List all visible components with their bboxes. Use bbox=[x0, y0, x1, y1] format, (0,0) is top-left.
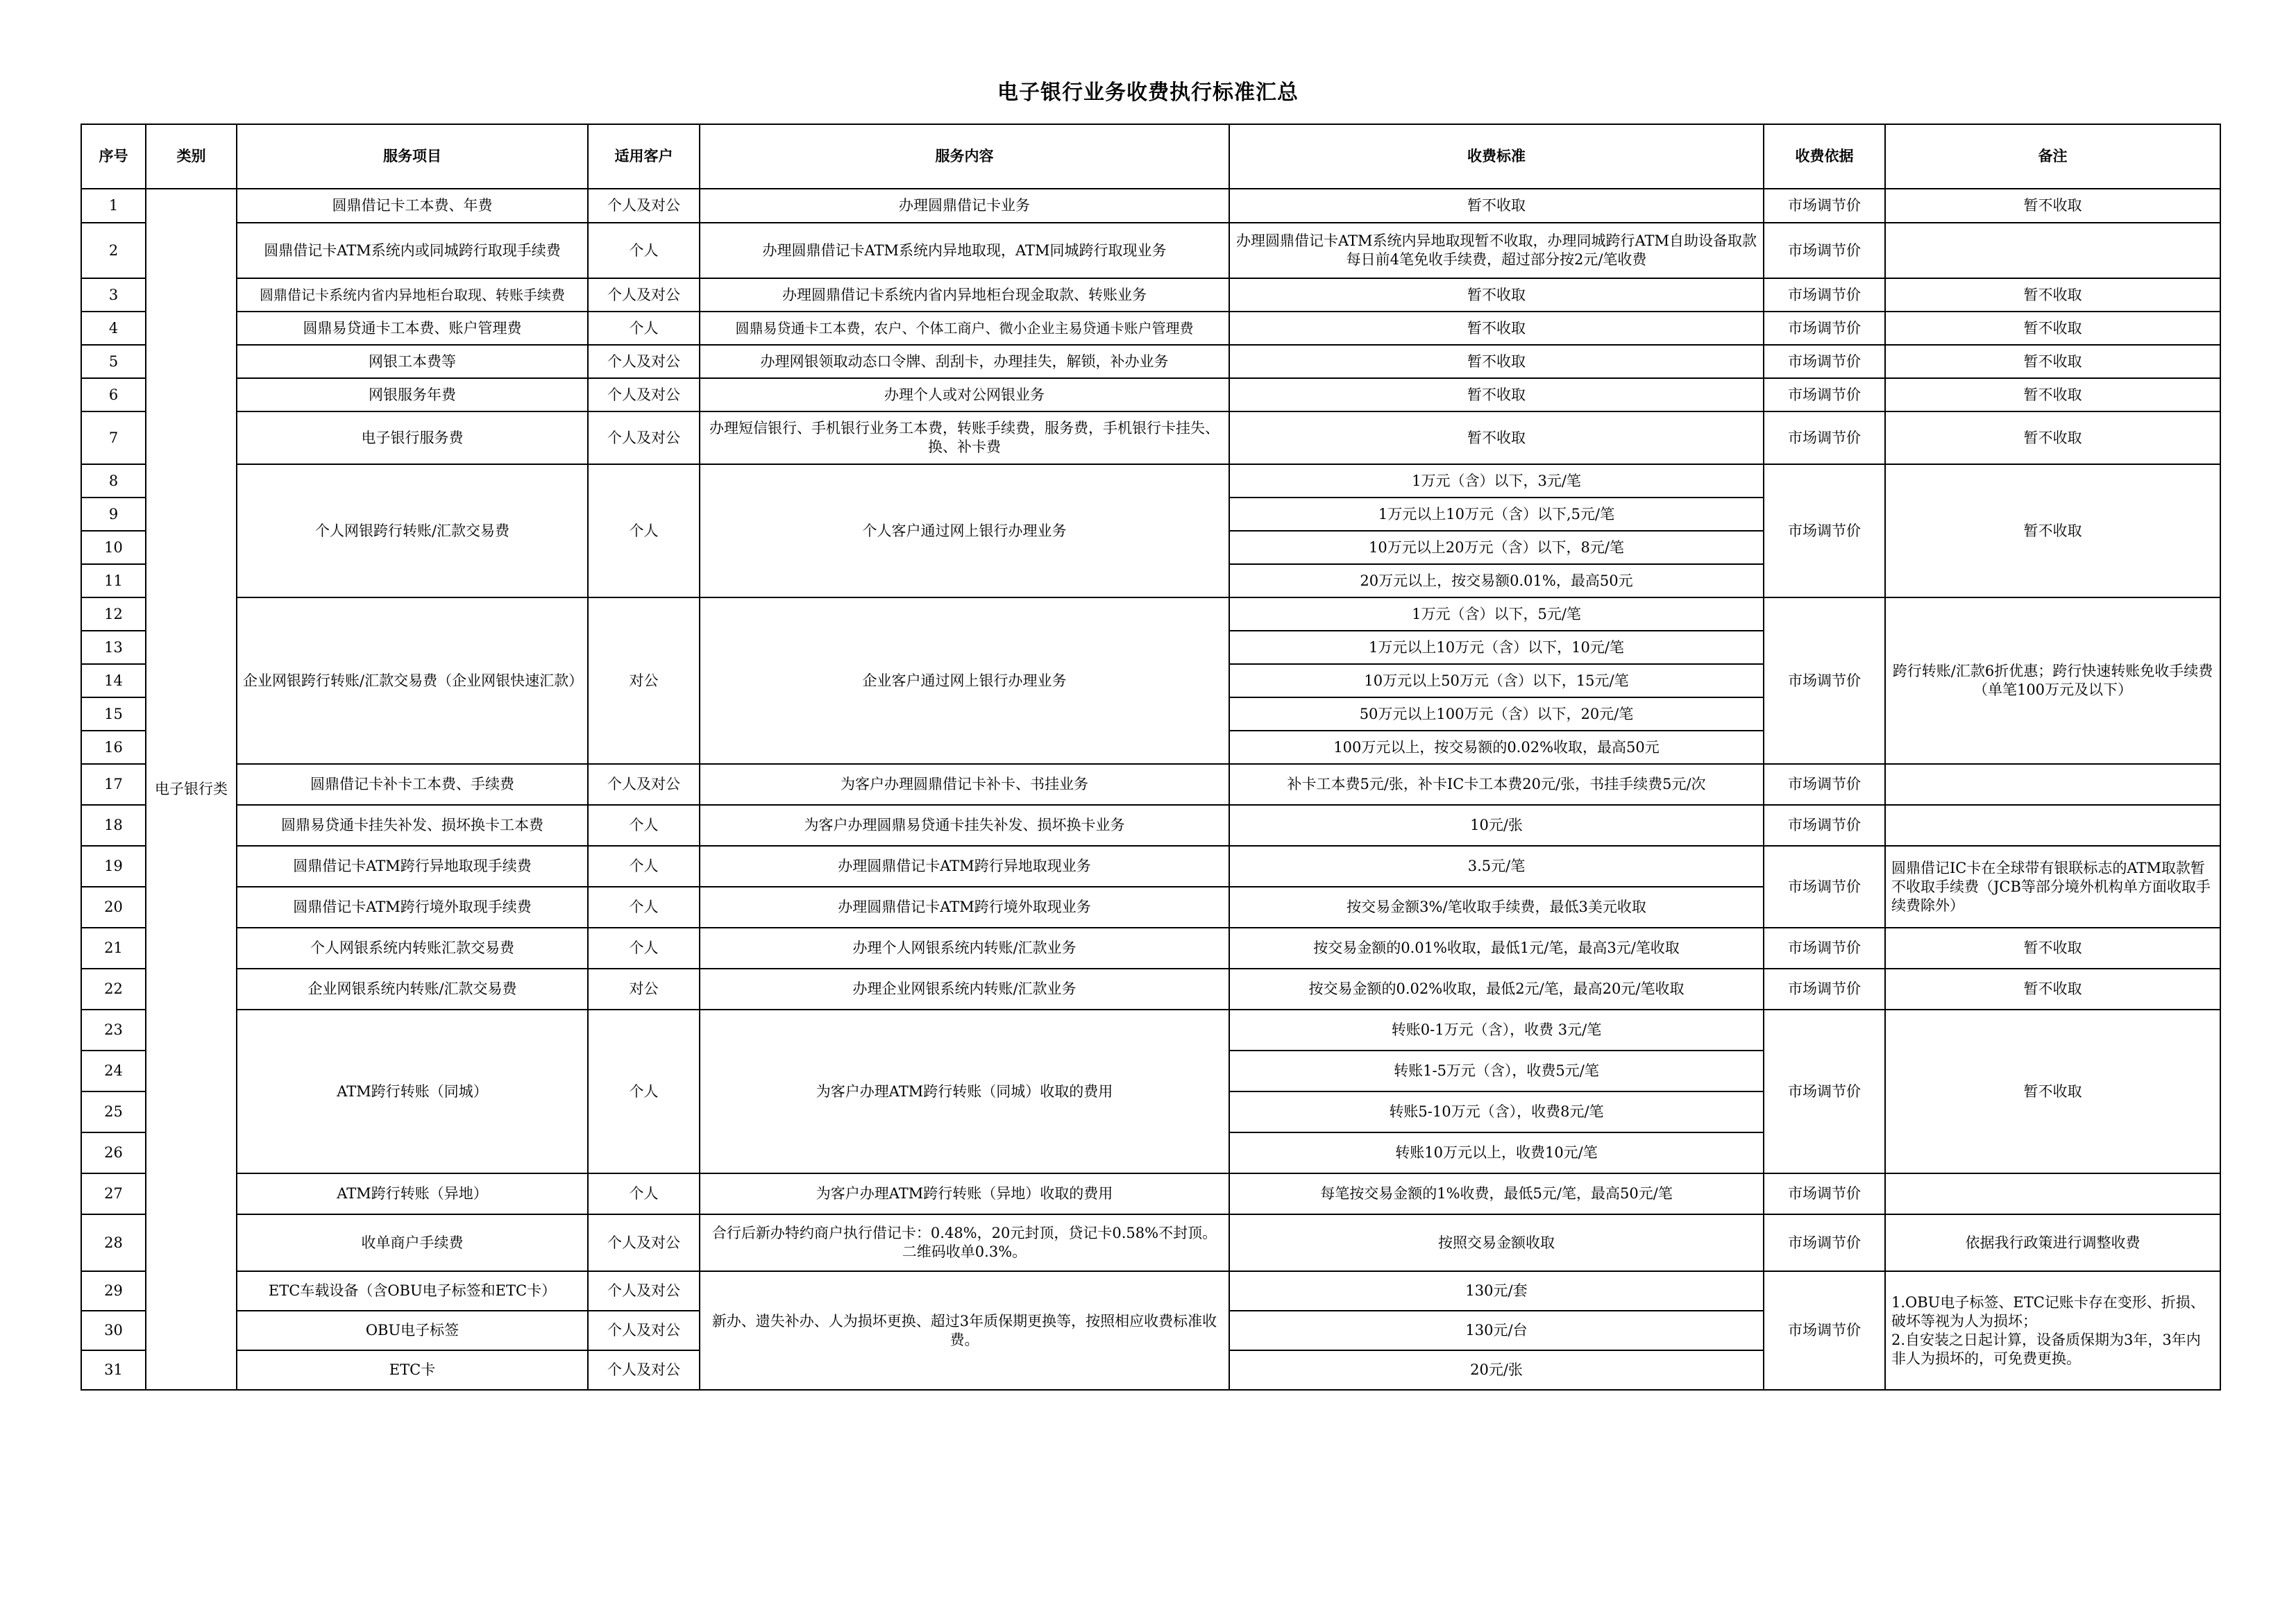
row-number: 17 bbox=[81, 764, 146, 805]
row-number: 26 bbox=[81, 1132, 146, 1173]
customer-type: 个人 bbox=[588, 312, 700, 345]
service-item: ATM跨行转账（异地） bbox=[237, 1173, 588, 1214]
fee-standard: 20元/张 bbox=[1229, 1350, 1764, 1390]
fee-basis: 市场调节价 bbox=[1764, 411, 1885, 464]
service-item: OBU电子标签 bbox=[237, 1311, 588, 1350]
service-item: 圆鼎借记卡ATM系统内或同城跨行取现手续费 bbox=[237, 223, 588, 278]
remarks: 暂不收取 bbox=[1885, 189, 2220, 223]
row-number: 16 bbox=[81, 731, 146, 764]
header-category: 类别 bbox=[146, 124, 237, 189]
customer-type: 个人 bbox=[588, 805, 700, 846]
service-content: 新办、遗失补办、人为损坏更换、超过3年质保期更换等，按照相应收费标准收费。 bbox=[700, 1271, 1229, 1390]
service-item: 电子银行服务费 bbox=[237, 411, 588, 464]
fee-standard: 按交易金额的0.02%收取，最低2元/笔，最高20元/笔收取 bbox=[1229, 969, 1764, 1010]
row-number: 14 bbox=[81, 664, 146, 697]
customer-type: 个人及对公 bbox=[588, 1350, 700, 1390]
fee-standard: 转账10万元以上，收费10元/笔 bbox=[1229, 1132, 1764, 1173]
fee-standard: 1万元（含）以下，5元/笔 bbox=[1229, 597, 1764, 631]
customer-type: 个人及对公 bbox=[588, 189, 700, 223]
row-number: 30 bbox=[81, 1311, 146, 1350]
row-number: 21 bbox=[81, 928, 146, 969]
customer-type: 个人及对公 bbox=[588, 278, 700, 312]
fee-basis: 市场调节价 bbox=[1764, 345, 1885, 378]
header-service-item: 服务项目 bbox=[237, 124, 588, 189]
fee-basis: 市场调节价 bbox=[1764, 1271, 1885, 1390]
header-remarks: 备注 bbox=[1885, 124, 2220, 189]
service-item: 企业网银跨行转账/汇款交易费（企业网银快速汇款） bbox=[237, 597, 588, 764]
table-row bbox=[81, 278, 2220, 312]
fee-standard: 1万元以上10万元（含）以下，10元/笔 bbox=[1229, 631, 1764, 664]
remarks bbox=[1885, 805, 2220, 846]
service-item: 网银服务年费 bbox=[237, 378, 588, 411]
customer-type: 对公 bbox=[588, 597, 700, 764]
fee-standard: 按照交易金额收取 bbox=[1229, 1214, 1764, 1271]
fee-standard: 暂不收取 bbox=[1229, 378, 1764, 411]
fee-basis: 市场调节价 bbox=[1764, 805, 1885, 846]
fee-standard: 办理圆鼎借记卡ATM系统内异地取现暂不收取，办理同城跨行ATM自助设备取款每日前4笔免收手续费，超过部分按2元/笔收费 bbox=[1229, 223, 1764, 278]
service-item: ETC卡 bbox=[237, 1350, 588, 1390]
fee-standard: 1万元以上10万元（含）以下,5元/笔 bbox=[1229, 498, 1764, 531]
customer-type: 个人及对公 bbox=[588, 1311, 700, 1350]
service-item: 圆鼎易贷通卡工本费、账户管理费 bbox=[237, 312, 588, 345]
remarks bbox=[1885, 1173, 2220, 1214]
row-number: 5 bbox=[81, 345, 146, 378]
customer-type: 个人 bbox=[588, 846, 700, 887]
table-row bbox=[81, 764, 2220, 805]
service-item: 圆鼎易贷通卡挂失补发、损坏换卡工本费 bbox=[237, 805, 588, 846]
fee-standard: 每笔按交易金额的1%收费，最低5元/笔，最高50元/笔 bbox=[1229, 1173, 1764, 1214]
remarks: 暂不收取 bbox=[1885, 928, 2220, 969]
remarks: 暂不收取 bbox=[1885, 278, 2220, 312]
service-content: 办理圆鼎借记卡ATM系统内异地取现，ATM同城跨行取现业务 bbox=[700, 223, 1229, 278]
fee-standard: 转账0-1万元（含），收费 3元/笔 bbox=[1229, 1010, 1764, 1051]
fee-standard: 3.5元/笔 bbox=[1229, 846, 1764, 887]
fee-basis: 市场调节价 bbox=[1764, 969, 1885, 1010]
row-number: 7 bbox=[81, 411, 146, 464]
fee-standard: 130元/台 bbox=[1229, 1311, 1764, 1350]
table-row bbox=[81, 597, 2220, 631]
table-row bbox=[81, 805, 2220, 846]
fee-standard: 暂不收取 bbox=[1229, 411, 1764, 464]
row-number: 8 bbox=[81, 464, 146, 498]
fee-table bbox=[81, 124, 2221, 1391]
remarks: 暂不收取 bbox=[1885, 411, 2220, 464]
customer-type: 个人及对公 bbox=[588, 1271, 700, 1311]
service-content: 个人客户通过网上银行办理业务 bbox=[700, 464, 1229, 597]
table-row bbox=[81, 1010, 2220, 1051]
customer-type: 个人 bbox=[588, 464, 700, 597]
customer-type: 个人 bbox=[588, 1173, 700, 1214]
remarks bbox=[1885, 764, 2220, 805]
customer-type: 个人 bbox=[588, 223, 700, 278]
row-number: 13 bbox=[81, 631, 146, 664]
fee-standard: 20万元以上，按交易额0.01%，最高50元 bbox=[1229, 564, 1764, 597]
row-number: 15 bbox=[81, 697, 146, 731]
row-number: 19 bbox=[81, 846, 146, 887]
service-item: 圆鼎借记卡ATM跨行境外取现手续费 bbox=[237, 887, 588, 928]
table-row bbox=[81, 1214, 2220, 1271]
service-item: ETC车载设备（含OBU电子标签和ETC卡） bbox=[237, 1271, 588, 1311]
service-content: 为客户办理ATM跨行转账（异地）收取的费用 bbox=[700, 1173, 1229, 1214]
remarks: 依据我行政策进行调整收费 bbox=[1885, 1214, 2220, 1271]
fee-standard: 暂不收取 bbox=[1229, 189, 1764, 223]
customer-type: 个人及对公 bbox=[588, 1214, 700, 1271]
fee-standard: 转账5-10万元（含），收费8元/笔 bbox=[1229, 1091, 1764, 1132]
fee-standard: 50万元以上100万元（含）以下，20元/笔 bbox=[1229, 697, 1764, 731]
table-row bbox=[81, 464, 2220, 498]
service-item: 圆鼎借记卡工本费、年费 bbox=[237, 189, 588, 223]
fee-basis: 市场调节价 bbox=[1764, 928, 1885, 969]
service-item: 圆鼎借记卡系统内省内异地柜台取现、转账手续费 bbox=[237, 278, 588, 312]
customer-type: 个人及对公 bbox=[588, 411, 700, 464]
remarks: 暂不收取 bbox=[1885, 345, 2220, 378]
fee-basis: 市场调节价 bbox=[1764, 464, 1885, 597]
fee-standard: 130元/套 bbox=[1229, 1271, 1764, 1311]
row-number: 29 bbox=[81, 1271, 146, 1311]
service-content: 为客户办理圆鼎借记卡补卡、书挂业务 bbox=[700, 764, 1229, 805]
table-row bbox=[81, 1271, 2220, 1311]
service-item: 圆鼎借记卡补卡工本费、手续费 bbox=[237, 764, 588, 805]
service-content: 办理企业网银系统内转账/汇款业务 bbox=[700, 969, 1229, 1010]
category-cell: 电子银行类 bbox=[146, 189, 237, 1390]
table-row bbox=[81, 378, 2220, 411]
row-number: 6 bbox=[81, 378, 146, 411]
header-fee-basis: 收费依据 bbox=[1764, 124, 1885, 189]
table-row bbox=[81, 345, 2220, 378]
service-item: 网银工本费等 bbox=[237, 345, 588, 378]
customer-type: 个人 bbox=[588, 928, 700, 969]
service-item: 企业网银系统内转账/汇款交易费 bbox=[237, 969, 588, 1010]
service-item: 个人网银系统内转账汇款交易费 bbox=[237, 928, 588, 969]
fee-basis: 市场调节价 bbox=[1764, 1173, 1885, 1214]
row-number: 22 bbox=[81, 969, 146, 1010]
fee-basis: 市场调节价 bbox=[1764, 597, 1885, 764]
customer-type: 个人 bbox=[588, 887, 700, 928]
fee-basis: 市场调节价 bbox=[1764, 189, 1885, 223]
row-number: 10 bbox=[81, 531, 146, 564]
fee-standard: 补卡工本费5元/张，补卡IC卡工本费20元/张，书挂手续费5元/次 bbox=[1229, 764, 1764, 805]
fee-standard: 10万元以上20万元（含）以下，8元/笔 bbox=[1229, 531, 1764, 564]
service-item: 圆鼎借记卡ATM跨行异地取现手续费 bbox=[237, 846, 588, 887]
service-content: 办理圆鼎借记卡业务 bbox=[700, 189, 1229, 223]
remarks: 圆鼎借记IC卡在全球带有银联标志的ATM取款暂不收取手续费（JCB等部分境外机构单方面收取手续费除外） bbox=[1885, 846, 2220, 928]
row-number: 24 bbox=[81, 1051, 146, 1091]
customer-type: 个人及对公 bbox=[588, 345, 700, 378]
fee-standard: 转账1-5万元（含），收费5元/笔 bbox=[1229, 1051, 1764, 1091]
table-row bbox=[81, 928, 2220, 969]
remarks-line-1: 1.OBU电子标签、ETC记账卡存在变形、折损、破坏等视为人为损坏； 2.自安装之日起计算，设备质保期为3年，3年内非人为损坏的，可免费更换。 bbox=[1891, 1293, 2205, 1367]
row-number: 23 bbox=[81, 1010, 146, 1051]
fee-basis: 市场调节价 bbox=[1764, 1010, 1885, 1173]
remarks: 暂不收取 bbox=[1885, 378, 2220, 411]
row-number: 9 bbox=[81, 498, 146, 531]
customer-type: 个人及对公 bbox=[588, 378, 700, 411]
fee-standard: 暂不收取 bbox=[1229, 345, 1764, 378]
service-content: 合行后新办特约商户执行借记卡：0.48%，20元封顶，贷记卡0.58%不封顶。二维码收单0.3%。 bbox=[700, 1214, 1229, 1271]
fee-standard: 暂不收取 bbox=[1229, 278, 1764, 312]
service-item: 收单商户手续费 bbox=[237, 1214, 588, 1271]
service-content: 办理个人或对公网银业务 bbox=[700, 378, 1229, 411]
row-number: 11 bbox=[81, 564, 146, 597]
header-no: 序号 bbox=[81, 124, 146, 189]
service-content: 办理个人网银系统内转账/汇款业务 bbox=[700, 928, 1229, 969]
row-number: 27 bbox=[81, 1173, 146, 1214]
remarks: 暂不收取 bbox=[1885, 312, 2220, 345]
table-row bbox=[81, 846, 2220, 887]
fee-standard: 10元/张 bbox=[1229, 805, 1764, 846]
fee-basis: 市场调节价 bbox=[1764, 764, 1885, 805]
service-content: 企业客户通过网上银行办理业务 bbox=[700, 597, 1229, 764]
fee-standard: 按交易金额3%/笔收取手续费，最低3美元收取 bbox=[1229, 887, 1764, 928]
fee-basis: 市场调节价 bbox=[1764, 312, 1885, 345]
service-item: ATM跨行转账（同城） bbox=[237, 1010, 588, 1173]
row-number: 4 bbox=[81, 312, 146, 345]
table-row bbox=[81, 223, 2220, 278]
fee-standard: 1万元（含）以下，3元/笔 bbox=[1229, 464, 1764, 498]
table-header-row bbox=[81, 124, 2220, 189]
fee-standard: 100万元以上，按交易额的0.02%收取，最高50元 bbox=[1229, 731, 1764, 764]
row-number: 3 bbox=[81, 278, 146, 312]
fee-basis: 市场调节价 bbox=[1764, 378, 1885, 411]
page-title: 电子银行业务收费执行标准汇总 bbox=[997, 80, 1299, 105]
fee-standard: 按交易金额的0.01%收取，最低1元/笔，最高3元/笔收取 bbox=[1229, 928, 1764, 969]
customer-type: 个人 bbox=[588, 1010, 700, 1173]
remarks: 暂不收取 bbox=[1885, 464, 2220, 597]
table-row bbox=[81, 312, 2220, 345]
row-number: 12 bbox=[81, 597, 146, 631]
table-row bbox=[81, 411, 2220, 464]
row-number: 18 bbox=[81, 805, 146, 846]
row-number: 31 bbox=[81, 1350, 146, 1390]
customer-type: 对公 bbox=[588, 969, 700, 1010]
fee-standard: 10万元以上50万元（含）以下，15元/笔 bbox=[1229, 664, 1764, 697]
service-content: 办理网银领取动态口令牌、刮刮卡，办理挂失，解锁，补办业务 bbox=[700, 345, 1229, 378]
service-item: 个人网银跨行转账/汇款交易费 bbox=[237, 464, 588, 597]
service-content: 办理圆鼎借记卡ATM跨行境外取现业务 bbox=[700, 887, 1229, 928]
remarks: 暂不收取 bbox=[1885, 969, 2220, 1010]
remarks bbox=[1885, 1271, 2220, 1390]
header-service-content: 服务内容 bbox=[700, 124, 1229, 189]
row-number: 1 bbox=[81, 189, 146, 223]
service-content: 办理圆鼎借记卡ATM跨行异地取现业务 bbox=[700, 846, 1229, 887]
table-row bbox=[81, 1173, 2220, 1214]
remarks: 跨行转账/汇款6折优惠；跨行快速转账免收手续费（单笔100万元及以下） bbox=[1885, 597, 2220, 764]
service-content: 为客户办理圆鼎易贷通卡挂失补发、损坏换卡业务 bbox=[700, 805, 1229, 846]
row-number: 28 bbox=[81, 1214, 146, 1271]
customer-type: 个人及对公 bbox=[588, 764, 700, 805]
fee-basis: 市场调节价 bbox=[1764, 846, 1885, 928]
fee-basis: 市场调节价 bbox=[1764, 278, 1885, 312]
table-row bbox=[81, 969, 2220, 1010]
header-customer: 适用客户 bbox=[588, 124, 700, 189]
row-number: 2 bbox=[81, 223, 146, 278]
remarks bbox=[1885, 223, 2220, 278]
fee-basis: 市场调节价 bbox=[1764, 223, 1885, 278]
row-number: 20 bbox=[81, 887, 146, 928]
service-content: 办理短信银行、手机银行业务工本费，转账手续费，服务费，手机银行卡挂失、换、补卡费 bbox=[700, 411, 1229, 464]
service-content: 为客户办理ATM跨行转账（同城）收取的费用 bbox=[700, 1010, 1229, 1173]
fee-standard: 暂不收取 bbox=[1229, 312, 1764, 345]
service-content: 圆鼎易贷通卡工本费，农户、个体工商户、微小企业主易贷通卡账户管理费 bbox=[700, 312, 1229, 345]
fee-basis: 市场调节价 bbox=[1764, 1214, 1885, 1271]
remarks: 暂不收取 bbox=[1885, 1010, 2220, 1173]
table-row bbox=[81, 189, 2220, 223]
row-number: 25 bbox=[81, 1091, 146, 1132]
header-fee-standard: 收费标准 bbox=[1229, 124, 1764, 189]
service-content: 办理圆鼎借记卡系统内省内异地柜台现金取款、转账业务 bbox=[700, 278, 1229, 312]
